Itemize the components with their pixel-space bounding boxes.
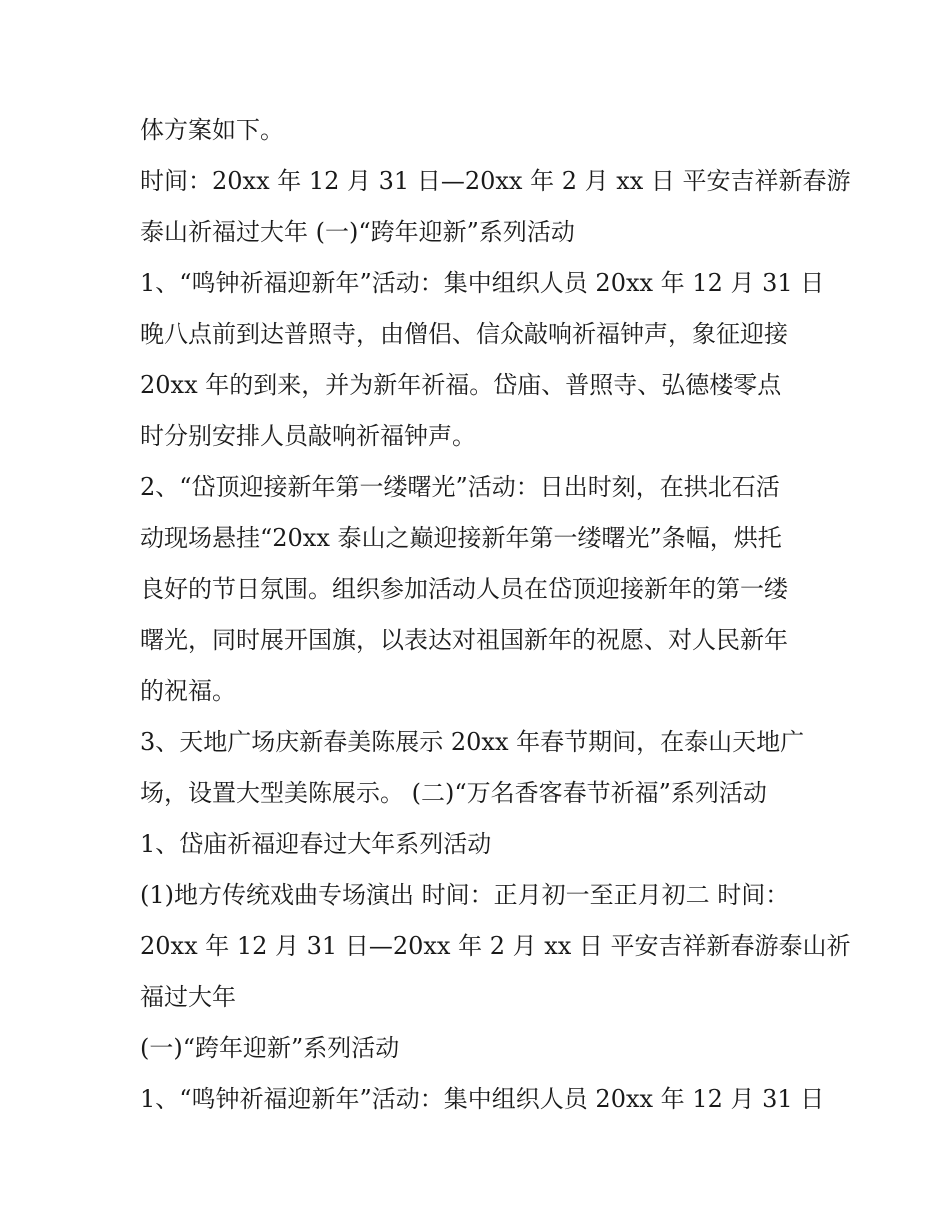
- text-line: 体方案如下。: [140, 116, 284, 144]
- text-line: 福过大年: [140, 983, 236, 1011]
- text-line: 晚八点前到达普照寺，由僧侣、信众敲响祈福钟声，象征迎接: [140, 320, 788, 348]
- text-line: 的祝福。: [140, 677, 236, 705]
- text-line: (1)地方传统戏曲专场演出 时间：正月初一至正月初二 时间：: [140, 881, 790, 909]
- text-line: 良好的节日氛围。组织参加活动人员在岱顶迎接新年的第一缕: [140, 575, 788, 603]
- text-line: 2、“岱顶迎接新年第一缕曙光”活动：日出时刻，在拱北石活: [140, 473, 780, 501]
- text-line: 1、“鸣钟祈福迎新年”活动：集中组织人员 20xx 年 12 月 31 日: [140, 269, 825, 297]
- text-line: 20xx 年 12 月 31 日—20xx 年 2 月 xx 日 平安吉祥新春游泰山祈: [140, 932, 851, 960]
- text-line: 曙光，同时展开国旗，以表达对祖国新年的祝愿、对人民新年: [140, 626, 788, 654]
- text-line: 时分别安排人员敲响祈福钟声。: [140, 422, 476, 450]
- text-line: 3、天地广场庆新春美陈展示 20xx 年春节期间，在泰山天地广: [140, 728, 805, 756]
- text-line: 时间：20xx 年 12 月 31 日—20xx 年 2 月 xx 日 平安吉祥新春游: [140, 167, 851, 195]
- text-line: 泰山祈福过大年 (一)“跨年迎新”系列活动: [140, 218, 575, 246]
- text-line: 1、岱庙祈福迎春过大年系列活动: [140, 830, 492, 858]
- text-line: 20xx 年的到来，并为新年祈福。岱庙、普照寺、弘德楼零点: [140, 371, 782, 399]
- text-line: 动现场悬挂“20xx 泰山之巅迎接新年第一缕曙光”条幅，烘托: [140, 524, 782, 552]
- text-line: 1、“鸣钟祈福迎新年”活动：集中组织人员 20xx 年 12 月 31 日: [140, 1085, 825, 1113]
- text-line: 场，设置大型美陈展示。 (二)“万名香客春节祈福”系列活动: [140, 779, 767, 807]
- text-line: (一)“跨年迎新”系列活动: [140, 1034, 400, 1062]
